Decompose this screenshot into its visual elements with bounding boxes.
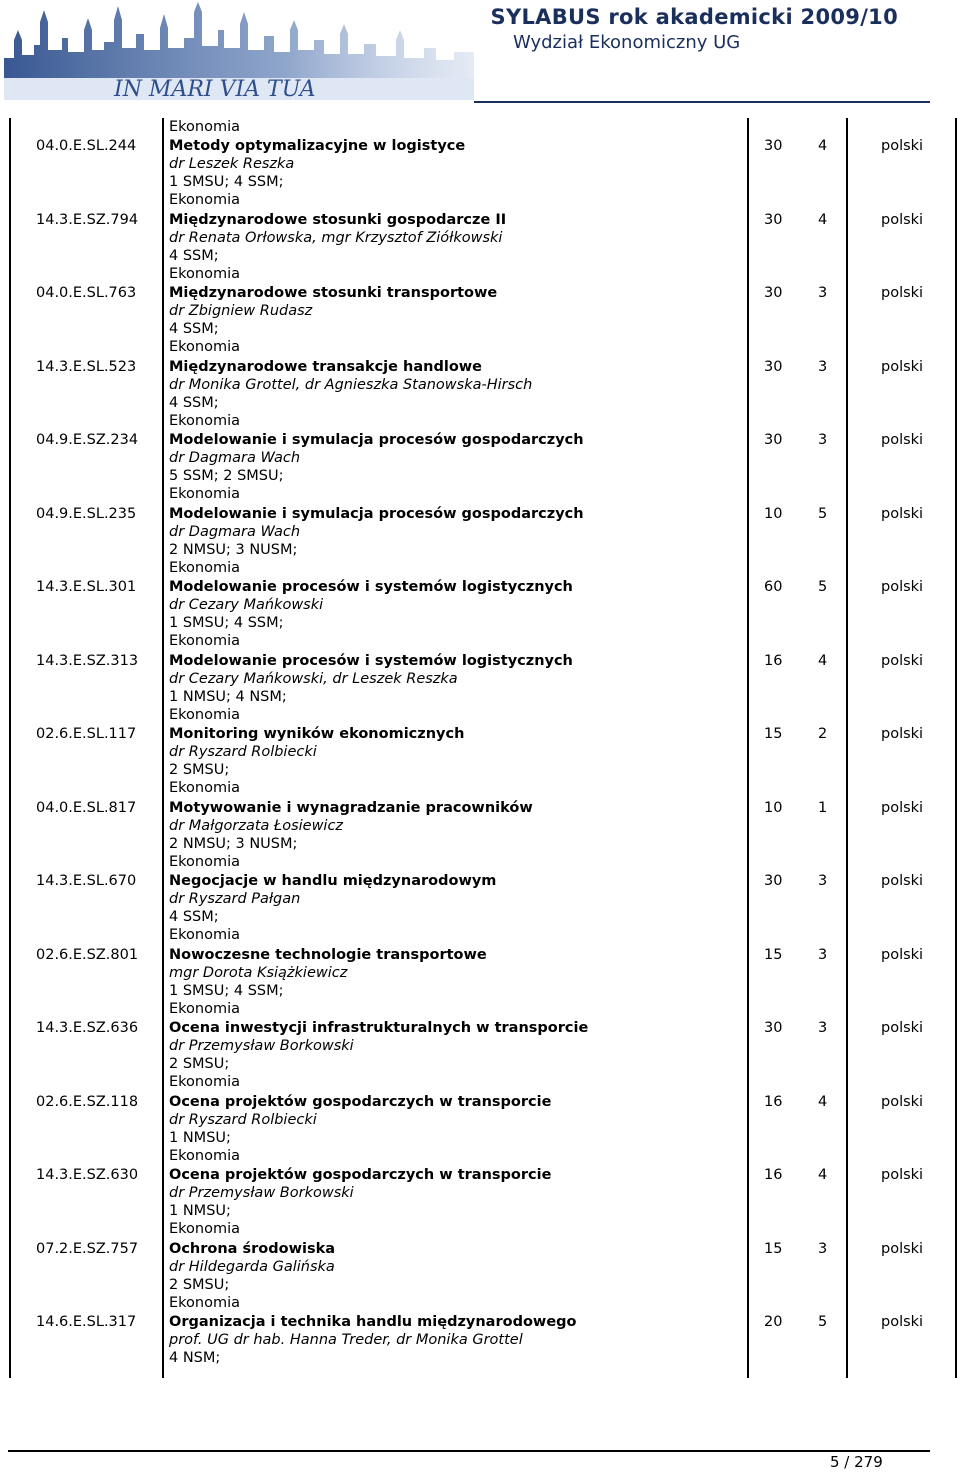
course-name: Monitoring wyników ekonomicznych xyxy=(169,726,465,742)
course-code: 04.0.E.SL.817 xyxy=(36,799,137,816)
lecturer-name: dr Zbigniew Rudasz xyxy=(169,303,313,319)
course-code: 04.9.E.SZ.234 xyxy=(36,432,139,448)
language: polski xyxy=(881,358,924,375)
lecturer-name: dr Ryszard Rolbiecki xyxy=(169,744,317,760)
ects-points: 4 xyxy=(818,1167,828,1183)
faculty-name: Ekonomia xyxy=(169,412,241,429)
ects-points: 3 xyxy=(818,432,828,448)
table-row xyxy=(0,853,960,943)
language: polski xyxy=(881,1314,924,1330)
study-groups: 1 SMSU; 4 SSM; xyxy=(169,982,284,999)
faculty-continued: Ekonomia xyxy=(169,119,241,135)
ects-points: 5 xyxy=(818,505,828,522)
ects-points: 3 xyxy=(818,946,828,963)
lecturer-name: dr Hildegarda Galińska xyxy=(169,1258,335,1275)
course-code: 14.3.E.SL.670 xyxy=(36,873,137,889)
study-groups: 2 NMSU; 3 NUSM; xyxy=(169,541,298,558)
language: polski xyxy=(881,505,924,522)
table-row xyxy=(0,1294,960,1368)
faculty-name: Wydział Ekonomiczny UG xyxy=(513,32,741,53)
page-header xyxy=(0,0,960,104)
course-name: Międzynarodowe stosunki gospodarcze II xyxy=(169,211,507,228)
hours: 16 xyxy=(764,652,783,669)
course-code: 14.6.E.SL.317 xyxy=(36,1314,137,1330)
study-groups: 2 SMSU; xyxy=(169,762,230,778)
lecturer-name: mgr Dorota Książkiewicz xyxy=(169,964,348,981)
lecturer-name: dr Przemysław Borkowski xyxy=(169,1038,354,1054)
hours: 16 xyxy=(764,1167,783,1183)
course-code: 02.6.E.SL.117 xyxy=(36,726,137,742)
course-name: Międzynarodowe stosunki transportowe xyxy=(169,285,498,301)
table-row xyxy=(0,486,960,576)
faculty-name: Ekonomia xyxy=(169,853,241,870)
course-name: Ocena projektów gospodarczych w transporcie xyxy=(169,1167,552,1183)
header-divider xyxy=(474,101,930,103)
lecturer-name: dr Cezary Mańkowski xyxy=(169,597,324,613)
course-code: 04.0.E.SL.763 xyxy=(36,285,137,301)
lecturer-name: prof. UG dr hab. Hanna Treder, dr Monika Grottel xyxy=(169,1332,523,1348)
lecturer-name: dr Cezary Mańkowski, dr Leszek Reszka xyxy=(169,670,458,687)
hours: 60 xyxy=(764,579,783,595)
table-row xyxy=(0,633,960,723)
study-groups: 2 SMSU; xyxy=(169,1056,230,1072)
course-code: 14.3.E.SL.301 xyxy=(36,579,137,595)
course-name: Modelowanie procesów i systemów logistycznych xyxy=(169,652,573,669)
ects-points: 1 xyxy=(818,799,828,816)
faculty-name: Ekonomia xyxy=(169,486,241,502)
course-name: Ocena projektów gospodarczych w transporcie xyxy=(169,1093,552,1110)
table-row xyxy=(0,339,960,429)
study-groups: 1 NMSU; xyxy=(169,1129,231,1146)
language: polski xyxy=(881,1093,924,1110)
table-row xyxy=(0,1074,960,1164)
faculty-name: Ekonomia xyxy=(169,1221,241,1237)
course-name: Nowoczesne technologie transportowe xyxy=(169,946,487,963)
language: polski xyxy=(881,799,924,816)
study-groups: 5 SSM; 2 SMSU; xyxy=(169,468,284,484)
language: polski xyxy=(881,285,924,301)
course-name: Modelowanie procesów i systemów logistycznych xyxy=(169,579,573,595)
hours: 30 xyxy=(764,432,783,448)
faculty-name: Ekonomia xyxy=(169,1147,241,1164)
hours: 15 xyxy=(764,1240,783,1257)
ects-points: 3 xyxy=(818,1020,828,1036)
hours: 10 xyxy=(764,505,783,522)
course-name: Ochrona środowiska xyxy=(169,1240,336,1257)
language: polski xyxy=(881,432,924,448)
faculty-name: Ekonomia xyxy=(169,1074,241,1090)
course-code: 14.3.E.SZ.313 xyxy=(36,652,139,669)
study-groups: 2 NMSU; 3 NUSM; xyxy=(169,835,298,852)
study-groups: 4 SSM; xyxy=(169,321,219,337)
faculty-name: Ekonomia xyxy=(169,706,241,723)
lecturer-name: dr Dagmara Wach xyxy=(169,523,301,540)
ects-points: 4 xyxy=(818,138,828,154)
table-row xyxy=(0,780,960,870)
course-code: 02.6.E.SZ.801 xyxy=(36,946,139,963)
course-code: 04.0.E.SL.244 xyxy=(36,138,137,154)
ects-points: 4 xyxy=(818,211,828,228)
footer-divider xyxy=(8,1450,930,1452)
faculty-name: Ekonomia xyxy=(169,192,241,208)
course-name: Ocena inwestycji infrastrukturalnych w transporcie xyxy=(169,1020,589,1036)
study-groups: 4 SSM; xyxy=(169,909,219,925)
language: polski xyxy=(881,726,924,742)
table-row xyxy=(0,1000,960,1090)
course-code: 04.9.E.SL.235 xyxy=(36,505,137,522)
language: polski xyxy=(881,873,924,889)
language: polski xyxy=(881,138,924,154)
ects-points: 4 xyxy=(818,652,828,669)
hours: 30 xyxy=(764,211,783,228)
lecturer-name: dr Przemysław Borkowski xyxy=(169,1185,354,1201)
faculty-name: Ekonomia xyxy=(169,1294,241,1311)
faculty-name: Ekonomia xyxy=(169,339,241,355)
logo-motto: IN MARI VIA TUA xyxy=(114,77,316,100)
faculty-name: Ekonomia xyxy=(169,927,241,943)
study-groups: 1 NMSU; xyxy=(169,1203,231,1219)
study-groups: 4 SSM; xyxy=(169,394,219,411)
language: polski xyxy=(881,1240,924,1257)
lecturer-name: dr Małgorzata Łosiewicz xyxy=(169,817,344,834)
language: polski xyxy=(881,652,924,669)
hours: 30 xyxy=(764,138,783,154)
language: polski xyxy=(881,1167,924,1183)
course-name: Modelowanie i symulacja procesów gospodarczych xyxy=(169,432,584,448)
course-name: Organizacja i technika handlu międzynarodowego xyxy=(169,1314,577,1330)
hours: 30 xyxy=(764,873,783,889)
document-title: SYLABUS rok akademicki 2009/10 xyxy=(490,5,898,29)
lecturer-name: dr Renata Orłowska, mgr Krzysztof Ziółkowski xyxy=(169,229,503,246)
ects-points: 5 xyxy=(818,579,828,595)
hours: 16 xyxy=(764,1093,783,1110)
course-code: 02.6.E.SZ.118 xyxy=(36,1093,139,1110)
faculty-name: Ekonomia xyxy=(169,265,241,282)
table-row xyxy=(0,559,960,649)
course-name: Metody optymalizacyjne w logistyce xyxy=(169,138,466,154)
study-groups: 1 SMSU; 4 SSM; xyxy=(169,174,284,190)
study-groups: 1 NMSU; 4 NSM; xyxy=(169,688,287,705)
language: polski xyxy=(881,1020,924,1036)
language: polski xyxy=(881,579,924,595)
language: polski xyxy=(881,211,924,228)
table-row xyxy=(0,1221,960,1311)
hours: 30 xyxy=(764,1020,783,1036)
hours: 15 xyxy=(764,946,783,963)
hours: 10 xyxy=(764,799,783,816)
ects-points: 3 xyxy=(818,873,828,889)
ects-points: 3 xyxy=(818,358,828,375)
table-row xyxy=(0,927,960,1017)
course-code: 07.2.E.SZ.757 xyxy=(36,1240,139,1257)
course-name: Międzynarodowe transakcje handlowe xyxy=(169,358,483,375)
course-code: 14.3.E.SZ.636 xyxy=(36,1020,139,1036)
hours: 15 xyxy=(764,726,783,742)
lecturer-name: dr Leszek Reszka xyxy=(169,156,295,172)
faculty-name: Ekonomia xyxy=(169,559,241,576)
course-name: Negocjacje w handlu międzynarodowym xyxy=(169,873,497,889)
page-number: 5 / 279 xyxy=(830,1453,883,1471)
course-code: 14.3.E.SZ.794 xyxy=(36,211,139,228)
study-groups: 4 NSM; xyxy=(169,1350,221,1366)
faculty-name: Ekonomia xyxy=(169,780,241,796)
course-name: Modelowanie i symulacja procesów gospodarczych xyxy=(169,505,584,522)
table-row xyxy=(0,265,960,355)
table-row xyxy=(0,192,960,282)
ects-points: 3 xyxy=(818,1240,828,1257)
table-row xyxy=(0,412,960,502)
course-code: 14.3.E.SZ.630 xyxy=(36,1167,139,1183)
study-groups: 1 SMSU; 4 SSM; xyxy=(169,615,284,631)
language: polski xyxy=(881,946,924,963)
hours: 30 xyxy=(764,358,783,375)
ects-points: 4 xyxy=(818,1093,828,1110)
ects-points: 5 xyxy=(818,1314,828,1330)
study-groups: 4 SSM; xyxy=(169,247,219,264)
table-row xyxy=(0,118,960,208)
lecturer-name: dr Monika Grottel, dr Agnieszka Stanowska-Hirsch xyxy=(169,376,533,393)
ects-points: 3 xyxy=(818,285,828,301)
course-code: 14.3.E.SL.523 xyxy=(36,358,137,375)
course-name: Motywowanie i wynagradzanie pracowników xyxy=(169,799,533,816)
ects-points: 2 xyxy=(818,726,828,742)
course-table xyxy=(0,118,960,1368)
gdansk-skyline-logo xyxy=(4,0,474,100)
hours: 20 xyxy=(764,1314,783,1330)
lecturer-name: dr Ryszard Rolbiecki xyxy=(169,1111,317,1128)
lecturer-name: dr Ryszard Pałgan xyxy=(169,891,301,907)
table-row xyxy=(0,706,960,796)
faculty-name: Ekonomia xyxy=(169,633,241,649)
lecturer-name: dr Dagmara Wach xyxy=(169,450,301,466)
study-groups: 2 SMSU; xyxy=(169,1276,230,1293)
faculty-name: Ekonomia xyxy=(169,1000,241,1017)
table-row xyxy=(0,1147,960,1237)
hours: 30 xyxy=(764,285,783,301)
